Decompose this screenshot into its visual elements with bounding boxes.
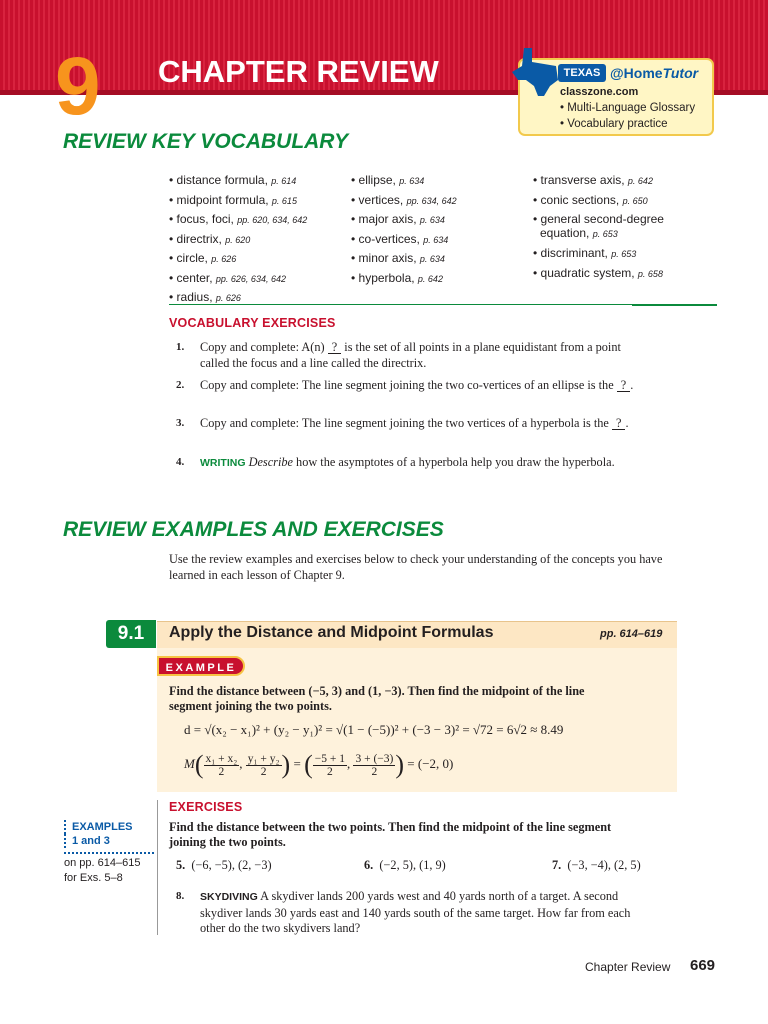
chapter-number: 9 — [55, 41, 99, 132]
brand-tutor: Tutor — [662, 65, 699, 81]
dotted-rule — [64, 850, 154, 854]
vocab-term: • hyperbola, p. 642 — [351, 270, 443, 285]
vocab-exercises-heading: VOCABULARY EXERCISES — [169, 316, 336, 330]
examples-ref-title: EXAMPLES — [64, 820, 154, 834]
vocab-term: • radius, p. 626 — [169, 290, 241, 304]
vocab-term: • midpoint formula, p. 615 — [169, 192, 297, 207]
answer-blank: ? — [328, 341, 341, 354]
vocab-term: • center, pp. 626, 634, 642 — [169, 270, 286, 285]
midpoint-formula: M( $\frac{\text{x₁ + x₂}}{2}$ , $\frac{\text{y₁ + y₂}}{2}$ ) = ( $\frac{-5 + 1}{2}$ , $\frac{3 + (-3)}{2}$ ) = (−2, 0) — [184, 750, 454, 779]
vocab-term: • ellipse, p. 634 — [351, 173, 425, 187]
texas-map-icon — [510, 46, 562, 98]
vocab-practice-link[interactable]: • Vocabulary practice — [560, 118, 668, 130]
lesson-pages: pp. 614–619 — [600, 628, 663, 640]
vocab-term-wrap: equation, p. 653 — [540, 226, 618, 240]
distance-formula: d = √(x₂ − x₁)² + (y₂ − y₁)² = √(1 − (−5))² + (−3 − 3)² = √72 = 6√2 ≈ 8.49 — [184, 722, 564, 737]
brand-at: @Home — [610, 65, 663, 81]
exercise-5: 5. (−6, −5), (2, −3) — [176, 858, 272, 872]
exercise-6: 6. (−2, 5), (1, 9) — [364, 858, 446, 872]
exercises-heading: EXERCISES — [169, 800, 243, 814]
vocab-column-1 — [169, 171, 339, 308]
example-label: EXAMPLE — [157, 656, 245, 676]
glossary-link[interactable]: • Multi-Language Glossary — [560, 102, 696, 114]
section-divider-accent — [632, 304, 717, 306]
chapter-title: CHAPTER REVIEW — [158, 54, 439, 89]
writing-tag: WRITING — [200, 457, 246, 469]
vocab-term: • directrix, p. 620 — [169, 231, 251, 246]
vocab-term: • major axis, p. 634 — [351, 212, 445, 226]
vocab-exercise-3: 3. Copy and complete: The line segment joining the two vertices of a hyperbola is the ? . — [176, 416, 629, 430]
vocab-term: • minor axis, p. 634 — [351, 251, 445, 265]
examples-reference[interactable] — [64, 820, 154, 886]
vocab-term: • co-vertices, p. 634 — [351, 231, 449, 246]
margin-rule — [157, 800, 158, 935]
home-tutor-brand[interactable] — [610, 65, 698, 81]
examples-ref-nums: 1 and 3 — [64, 834, 154, 848]
exercise-8: 8. SKYDIVING A skydiver lands 200 yards west and 40 yards north of a target. A second skydiver lands 30 yards east and 140 yards south of the same target. How far from each other do the two skydivers land? — [176, 889, 631, 935]
vocab-column-2 — [351, 171, 521, 288]
vocab-term: • quadratic system, p. 658 — [533, 265, 663, 280]
answer-blank: ? — [612, 417, 625, 430]
lesson-title: Apply the Distance and Midpoint Formulas — [169, 624, 494, 641]
texas-label: TEXAS — [558, 64, 606, 82]
review-vocab-heading: REVIEW KEY VOCABULARY — [63, 130, 349, 153]
vocab-exercise-4: 4. WRITING Describe how the asymptotes of a hyperbola help you draw the hyperbola. — [176, 455, 615, 469]
vocab-term: • discriminant, p. 653 — [533, 246, 637, 260]
vocab-column-3 — [533, 171, 723, 283]
exercises-problem: Find the distance between the two points. Then find the midpoint of the line segment joining the two points. — [169, 820, 612, 849]
vocab-term: • distance formula, p. 614 — [169, 173, 297, 187]
answer-blank: ? — [617, 379, 630, 392]
example-problem: Find the distance between (−5, 3) and (1, −3). Then find the midpoint of the line segment joining the two points. — [169, 684, 585, 713]
vocab-term: • circle, p. 626 — [169, 251, 237, 265]
exercise-7: 7. (−3, −4), (2, 5) — [552, 858, 641, 872]
review-intro: Use the review examples and exercises below to check your understanding of the concepts you have learned in each lesson of Chapter 9. — [169, 552, 663, 582]
skydiving-tag: SKYDIVING — [200, 891, 258, 903]
review-examples-heading: REVIEW EXAMPLES AND EXERCISES — [63, 518, 444, 541]
lesson-number: 9.1 — [106, 620, 156, 648]
vocab-term: • conic sections, p. 650 — [533, 192, 648, 207]
page-number: 669 — [690, 957, 716, 974]
classzone-link[interactable]: classzone.com — [560, 86, 639, 98]
vocab-term: • general second-degree — [533, 212, 664, 226]
footer-label: Chapter Review — [585, 960, 671, 974]
vocab-exercise-1: 1. Copy and complete: A(n) ? is the set of all points in a plane equidistant from a point called the focus and a line called the directrix. — [176, 340, 621, 370]
vocab-term: • vertices, pp. 634, 642 — [351, 192, 457, 207]
examples-ref-pages: on pp. 614–615 — [64, 857, 141, 869]
examples-ref-exs: for Exs. 5–8 — [64, 872, 123, 884]
vocab-term: • transverse axis, p. 642 — [533, 173, 653, 187]
vocab-term: • focus, foci, pp. 620, 634, 642 — [169, 212, 308, 226]
vocab-exercise-2: 2. Copy and complete: The line segment joining the two co-vertices of an ellipse is the ? . — [176, 378, 634, 392]
